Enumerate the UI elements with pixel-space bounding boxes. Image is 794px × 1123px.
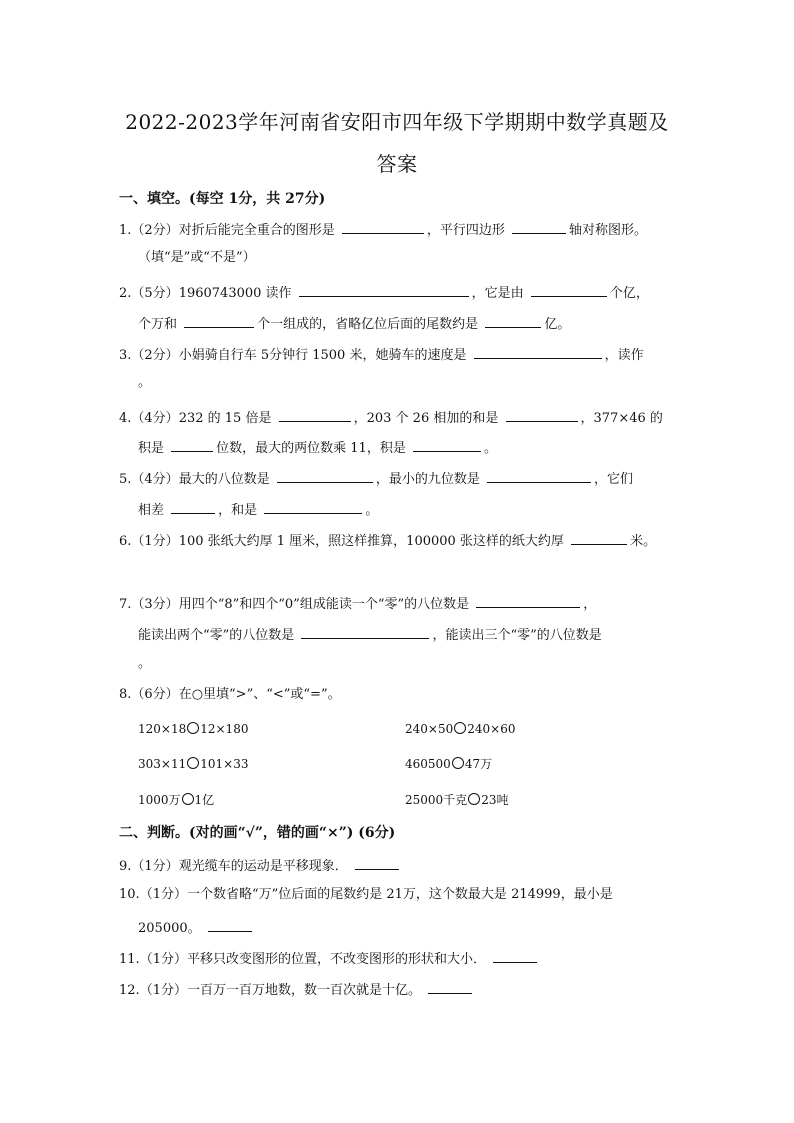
question-10-cont <box>138 917 255 938</box>
question-text: 轴对称图形。 <box>569 223 648 238</box>
comparison-right: 101×33 <box>200 757 249 771</box>
question-points: （2分） <box>131 223 179 238</box>
question-points: （1分） <box>139 983 187 998</box>
question-points: （1分） <box>131 859 179 874</box>
answer-blank[interactable] <box>342 219 424 234</box>
comparison-left: 303×11 <box>138 757 187 771</box>
question-text: ，它们 <box>594 472 634 487</box>
comparison-right: 12×180 <box>200 722 249 736</box>
comparison-left: 460500 <box>405 757 451 771</box>
section-heading-fill-in: 一、填空。(每空 1分，共 27分) <box>119 191 326 207</box>
question-text: 用四个“8”和四个“0”组成能读一个“零”的八位数是 <box>178 597 470 612</box>
comparison-left: 1000万 <box>138 793 181 807</box>
comparison-item <box>138 757 248 771</box>
circle-blank-icon[interactable] <box>468 793 480 805</box>
circle-blank-icon[interactable] <box>182 793 194 805</box>
answer-blank[interactable] <box>171 437 213 452</box>
question-6 <box>119 530 656 551</box>
question-number: 6. <box>119 534 132 549</box>
question-text: 1960743000 读作 <box>178 286 292 301</box>
question-number: 4. <box>119 411 132 426</box>
question-number: 7. <box>119 597 132 612</box>
question-text: 亿。 <box>544 317 571 332</box>
question-points: （1分） <box>139 887 187 902</box>
question-text: 一个数省略“万”位后面的尾数约是 21万，这个数最大是 214999，最小是 <box>186 887 613 902</box>
question-number: 9. <box>119 859 132 874</box>
question-text: 一百万一百万地数，数一百次就是十亿。 <box>186 983 421 998</box>
answer-blank[interactable] <box>279 407 351 422</box>
question-7-cont <box>138 624 602 645</box>
question-1-note: （填“是”或“不是”） <box>138 250 256 265</box>
comparison-item <box>138 791 214 808</box>
answer-blank[interactable] <box>512 219 566 234</box>
question-text: 个亿， <box>609 286 649 301</box>
document-title: 2022-2023学年河南省安阳市四年级下学期期中数学真题及 <box>125 110 669 134</box>
answer-blank[interactable] <box>208 917 252 932</box>
answer-blank[interactable] <box>531 282 607 297</box>
question-text: 对折后能完全重合的图形是 <box>178 223 335 238</box>
question-text: ，它是由 <box>471 286 524 301</box>
answer-blank[interactable] <box>571 530 627 545</box>
question-text: ，最小的九位数是 <box>375 472 480 487</box>
question-text: 100 张纸大约厚 1 厘米，照这样推算，100000 张这样的纸大约厚 <box>178 534 564 549</box>
answer-blank[interactable] <box>413 437 481 452</box>
question-1 <box>119 219 647 240</box>
question-number: 8. <box>119 687 132 702</box>
answer-blank[interactable] <box>299 282 469 297</box>
question-number: 2. <box>119 286 132 301</box>
answer-blank[interactable] <box>428 979 472 994</box>
answer-blank[interactable] <box>301 624 429 639</box>
question-2-cont <box>138 313 570 334</box>
question-7-blank-line: 。 <box>138 656 152 671</box>
question-text: 232 的 15 倍是 <box>178 411 272 426</box>
comparison-item <box>405 791 508 808</box>
question-10 <box>119 886 613 904</box>
question-number: 11. <box>119 952 140 967</box>
question-2 <box>119 282 649 303</box>
question-points: （4分） <box>131 411 179 426</box>
question-text: ， <box>583 597 597 612</box>
question-3 <box>119 344 644 365</box>
comparison-right: 23吨 <box>481 793 509 807</box>
answer-blank[interactable] <box>264 499 362 514</box>
question-text: 米。 <box>630 534 657 549</box>
question-points: （1分） <box>139 952 187 967</box>
question-text: 最大的八位数是 <box>178 472 270 487</box>
circle-blank-icon[interactable] <box>187 757 199 769</box>
question-5-cont <box>138 499 378 520</box>
question-text: 。 <box>365 503 379 518</box>
question-points: （6分） <box>131 687 179 702</box>
question-4 <box>119 407 663 428</box>
question-7 <box>119 593 596 614</box>
document-title-continued: 答案 <box>376 152 418 176</box>
circle-blank-icon[interactable] <box>187 722 199 734</box>
question-number: 5. <box>119 472 132 487</box>
question-text: ，377×46 的 <box>580 411 663 426</box>
question-4-cont <box>138 437 497 458</box>
question-5 <box>119 468 633 489</box>
comparison-item <box>405 722 515 736</box>
question-text: 积是 <box>138 441 165 456</box>
answer-blank[interactable] <box>506 407 578 422</box>
answer-blank[interactable] <box>355 855 399 870</box>
circle-blank-icon[interactable] <box>452 757 464 769</box>
question-number: 1. <box>119 223 132 238</box>
answer-blank[interactable] <box>171 499 215 514</box>
section-heading-true-false: 二、判断。(对的画“√”，错的画“×”) (6分) <box>119 825 396 841</box>
comparison-left: 240×50 <box>405 722 454 736</box>
comparison-item <box>138 722 248 736</box>
question-text: ，能读出三个“零”的八位数是 <box>432 628 602 643</box>
answer-blank[interactable] <box>476 593 580 608</box>
comparison-right: 1亿 <box>194 793 215 807</box>
comparison-left: 25000千克 <box>405 793 468 807</box>
question-text: ，读作 <box>604 348 644 363</box>
question-text: 205000。 <box>138 921 201 936</box>
question-text: 。 <box>483 441 497 456</box>
question-8 <box>119 686 341 704</box>
question-points: （1分） <box>131 534 179 549</box>
circle-blank-icon[interactable] <box>454 722 466 734</box>
answer-blank[interactable] <box>487 468 591 483</box>
answer-blank[interactable] <box>493 948 537 963</box>
question-3-cont: 。 <box>138 375 152 390</box>
question-text: 在○里填“>”、“<”或“=”。 <box>178 687 341 702</box>
question-text: 观光缆车的运动是平移现象． <box>178 859 348 874</box>
answer-blank[interactable] <box>485 313 541 328</box>
question-text: ，和是 <box>218 503 258 518</box>
question-text: ，203 个 26 相加的和是 <box>353 411 499 426</box>
question-text: ，平行四边形 <box>426 223 505 238</box>
comparison-left: 120×18 <box>138 722 187 736</box>
question-text: 个一组成的，省略亿位后面的尾数约是 <box>257 317 479 332</box>
question-points: （5分） <box>131 286 179 301</box>
answer-blank[interactable] <box>474 344 602 359</box>
question-points: （4分） <box>131 472 179 487</box>
comparison-item <box>405 755 492 772</box>
question-points: （3分） <box>131 597 179 612</box>
question-9 <box>119 855 402 876</box>
answer-blank[interactable] <box>277 468 373 483</box>
question-text: 个万和 <box>138 317 178 332</box>
comparison-right: 47万 <box>464 757 493 771</box>
question-number: 12. <box>119 983 140 998</box>
question-points: （2分） <box>131 348 179 363</box>
question-text: 能读出两个“零”的八位数是 <box>138 628 295 643</box>
question-number: 10. <box>119 887 140 902</box>
answer-blank[interactable] <box>184 313 254 328</box>
question-11 <box>119 948 540 969</box>
comparison-right: 240×60 <box>467 722 516 736</box>
question-number: 3. <box>119 348 132 363</box>
question-text: 小娟骑自行车 5分钟行 1500 米，她骑车的速度是 <box>178 348 467 363</box>
question-text: 平移只改变图形的位置，不改变图形的形状和大小． <box>186 952 486 967</box>
question-12 <box>119 979 475 1000</box>
question-text: 相差 <box>138 503 165 518</box>
question-text: 位数，最大的两位数乘 11，积是 <box>216 441 406 456</box>
